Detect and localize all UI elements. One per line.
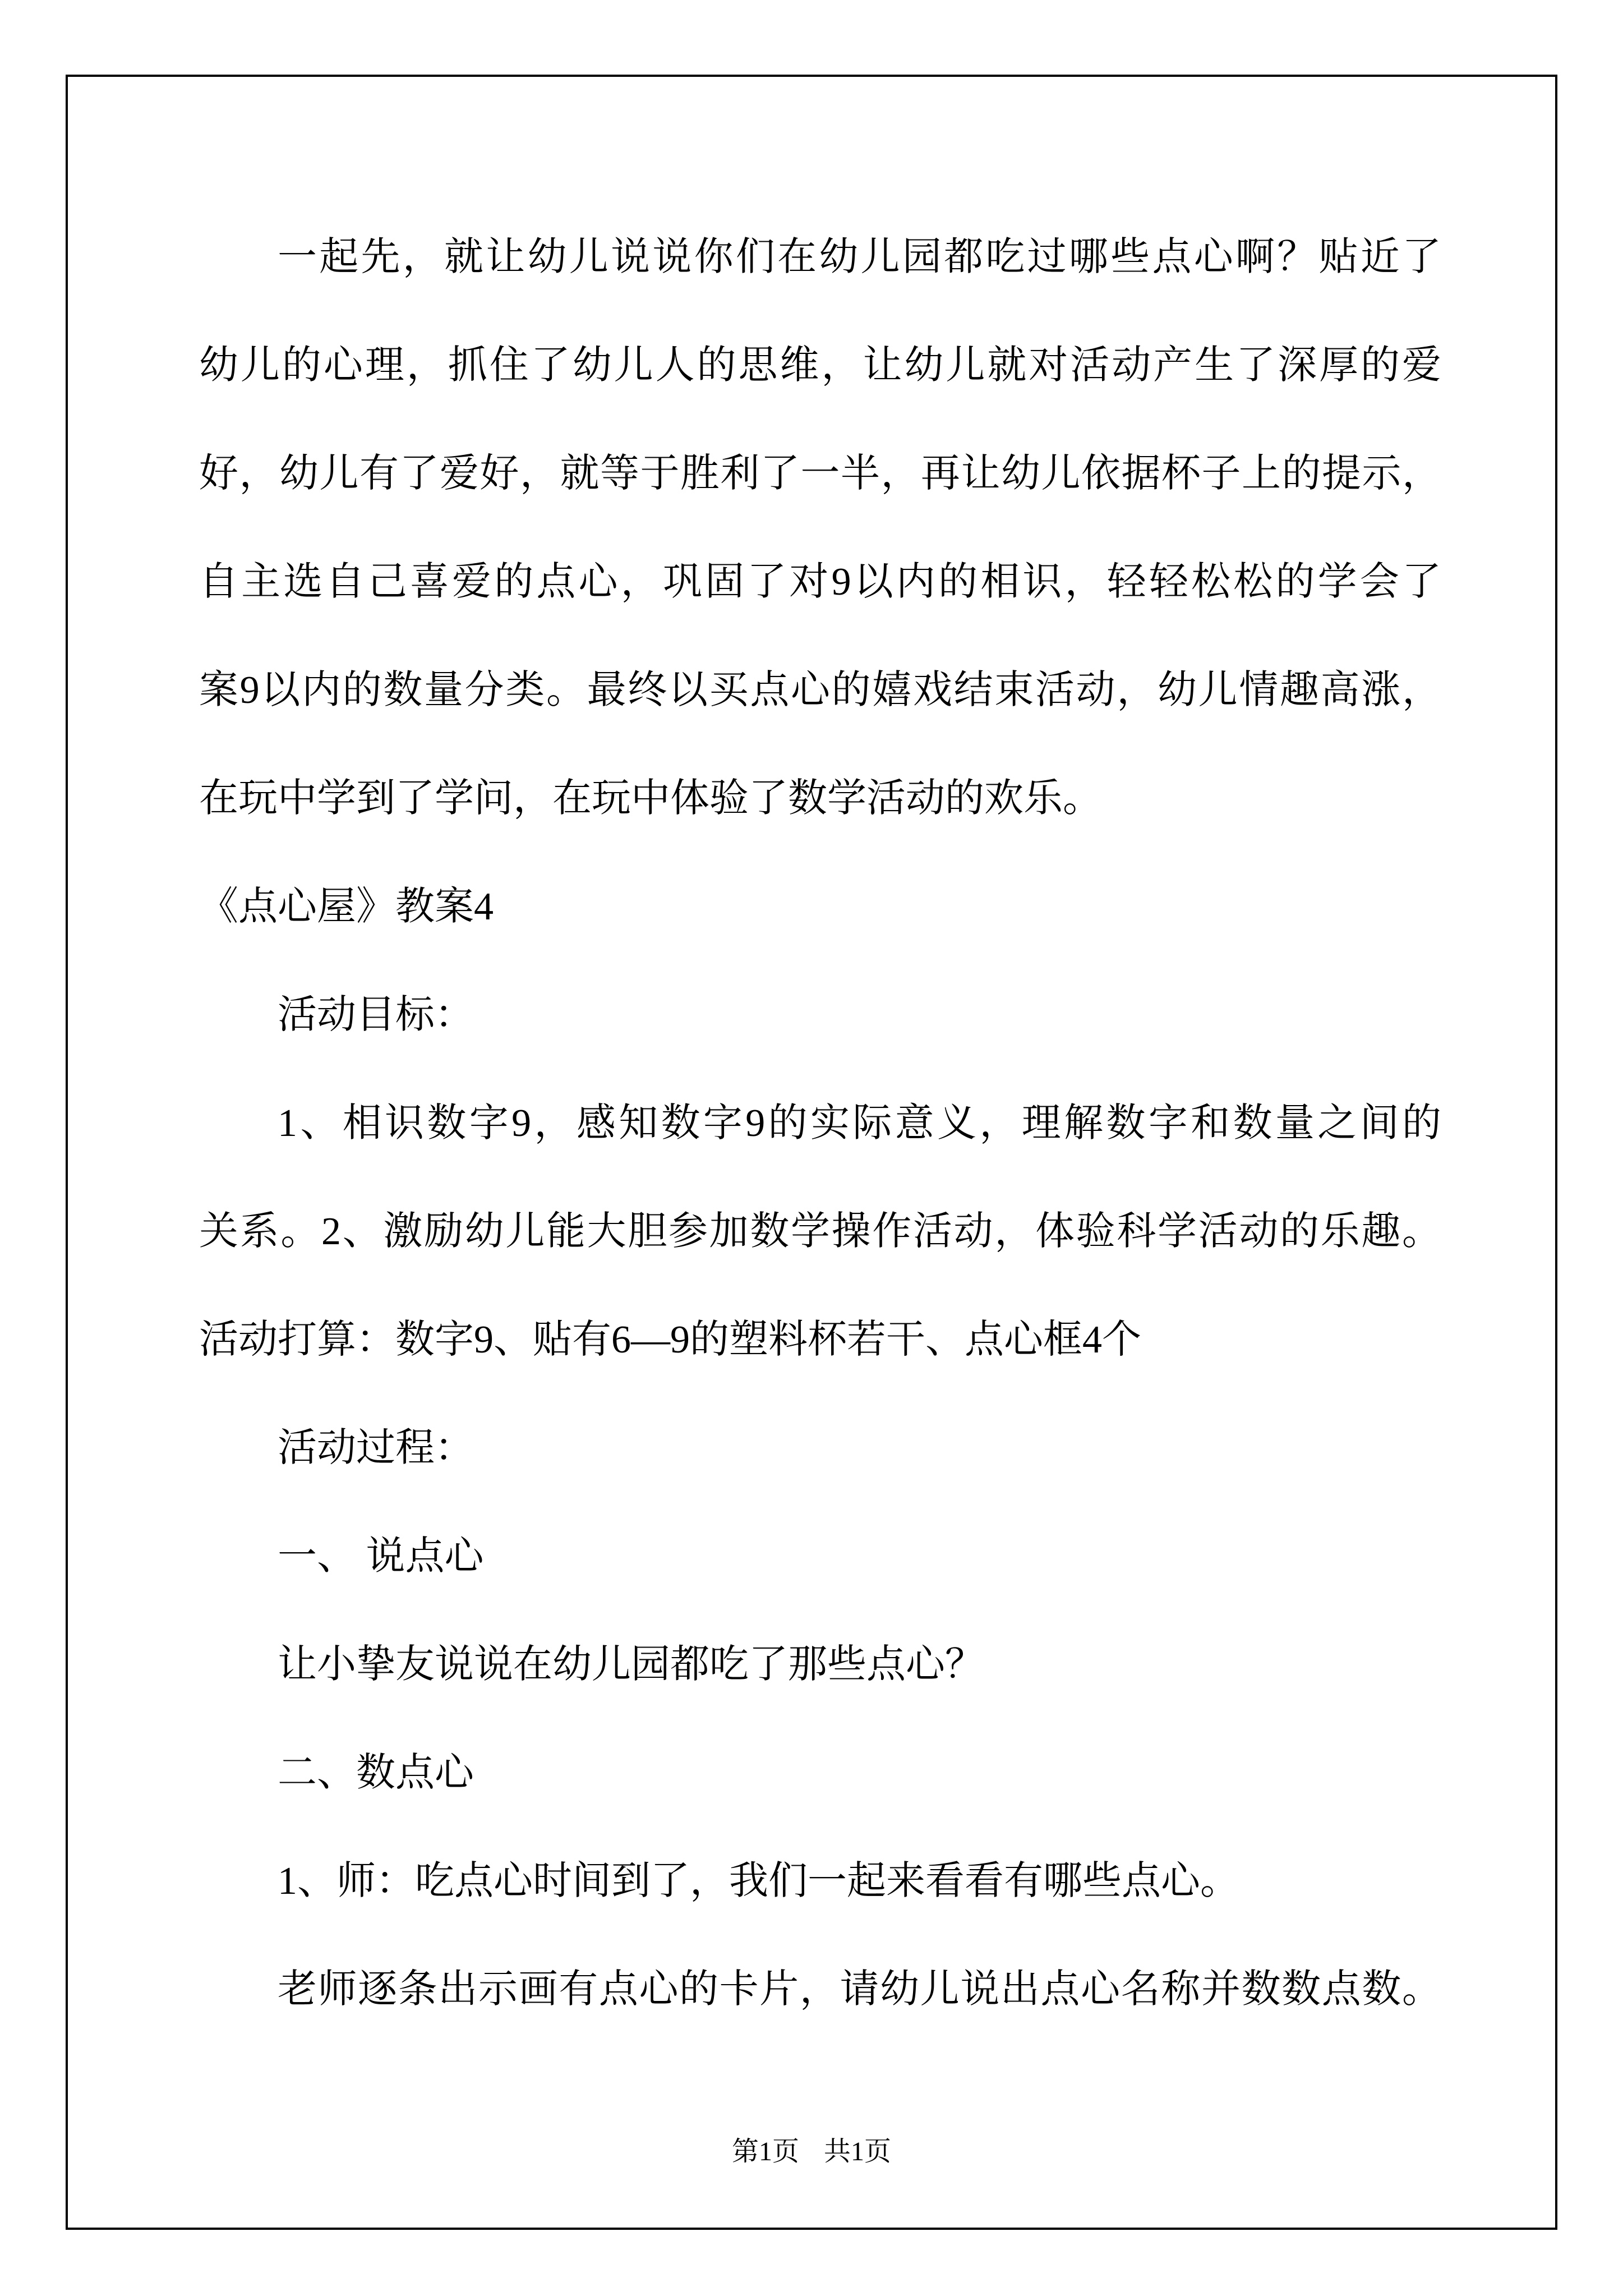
- body-line-8: 活动目标：: [278, 993, 474, 1037]
- body-line-13: 一、 说点心: [278, 1535, 484, 1578]
- page-footer: [0, 2135, 1623, 2169]
- body-line-15: 二、数点心: [278, 1751, 474, 1795]
- body-line-3: 好，幼儿有了爱好，就等于胜利了一半，再让幼儿依据杯子上的提示，: [199, 452, 1441, 495]
- body-line-12: 活动过程：: [278, 1427, 474, 1470]
- document-body: [199, 203, 1441, 2044]
- footer-current-page: 第1页: [731, 2137, 799, 2166]
- body-line-2: 幼儿的心理，抓住了幼儿人的思维，让幼儿就对活动产生了深厚的爱: [199, 344, 1441, 387]
- footer-total-pages: 共1页: [824, 2137, 892, 2166]
- section-title-line: 《点心屋》教案4: [199, 885, 494, 928]
- body-line-11: 活动打算：数字9、贴有6—9的塑料杯若干、点心框4个: [199, 1318, 1141, 1361]
- body-line-5: 案9以内的数量分类。最终以买点心的嬉戏结束活动，幼儿情趣高涨，: [199, 669, 1441, 712]
- body-line-16: 1、师：吃点心时间到了，我们一起来看看有哪些点心。: [278, 1860, 1239, 1903]
- body-line-6: 在玩中学到了学问，在玩中体验了数学活动的欢乐。: [199, 777, 1102, 820]
- body-line-9: 1、相识数字9，感知数字9的实际意义，理解数字和数量之间的: [278, 1102, 1441, 1145]
- body-line-4: 自主选自己喜爱的点心，巩固了对9以内的相识，轻轻松松的学会了: [199, 560, 1441, 604]
- body-line-17: 老师逐条出示画有点心的卡片，请幼儿说出点心名称并数数点数。: [278, 1968, 1441, 2011]
- body-line-14: 让小挚友说说在幼儿园都吃了那些点心？: [278, 1643, 984, 1686]
- body-line-10: 关系。2、激励幼儿能大胆参加数学操作活动，体验科学活动的乐趣。: [199, 1210, 1441, 1253]
- body-line-1: 一起先，就让幼儿说说你们在幼儿园都吃过哪些点心啊？贴近了: [278, 236, 1441, 279]
